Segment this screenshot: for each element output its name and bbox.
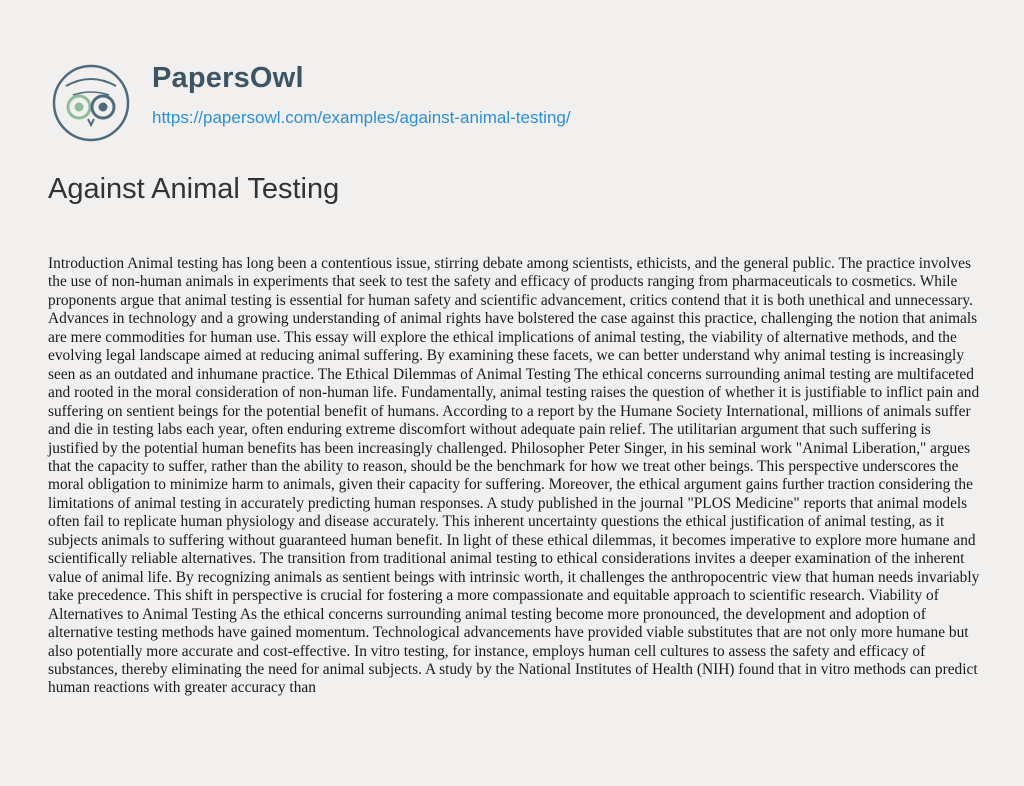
brand-name: PapersOwl xyxy=(152,62,304,94)
essay-body: Introduction Animal testing has long been a contentious issue, stirring debate among scientists, ethicists, and the general public. The practice involves the use of non-human animals in experiments that seek to test the safety and efficacy of products ranging from pharmaceuticals to cosmetics. While proponents argue that animal testing is essential for human safety and scientific advancement, critics contend that it is both unethical and unnecessary. Advances in technology and a growing understanding of animal rights have bolstered the case against this practice, challenging the notion that animals are mere commodities for human use. This essay will explore the ethical implications of animal testing, the viability of alternative methods, and the evolving legal landscape aimed at reducing animal suffering. By examining these facets, we can better understand why animal testing is increasingly seen as an outdated and inhumane practice. The Ethical Dilemmas of Animal Testing The ethical concerns surrounding animal testing are multifaceted and rooted in the moral consideration of non-human life. Fundamentally, animal testing raises the question of whether it is justifiable to inflict pain and suffering on sentient beings for the potential benefit of humans. According to a report by the Humane Society International, millions of animals suffer and die in testing labs each year, often enduring extreme discomfort without adequate pain relief. The utilitarian argument that such suffering is justified by the potential human benefits has been increasingly challenged. Philosopher Peter Singer, in his seminal work "Animal Liberation," argues that the capacity to suffer, rather than the ability to reason, should be the benchmark for how we treat other beings. This perspective underscores the moral obligation to minimize harm to animals, given their capacity for suffering. Moreover, the ethical argument gains further traction considering the limitations of animal testing in accurately predicting human responses. A study published in the journal "PLOS Medicine" reports that animal models often fail to replicate human physiology and disease accurately. This inherent uncertainty questions the ethical justification of animal testing, as it subjects animals to suffering without guaranteed human benefit. In light of these ethical dilemmas, it becomes imperative to explore more humane and scientifically reliable alternatives. The transition from traditional animal testing to ethical considerations invites a deeper examination of the inherent value of animal life. By recognizing animals as sentient beings with intrinsic worth, it challenges the anthropocentric view that human needs invariably take precedence. This shift in perspective is crucial for fostering a more compassionate and equitable approach to scientific research. Viability of Alternatives to Animal Testing As the ethical concerns surrounding animal testing become more pronounced, the development and adoption of alternative testing methods have gained momentum. Technological advancements have provided viable substitutes that are not only more humane but also potentially more accurate and cost-effective. In vitro testing, for instance, employs human cell cultures to assess the safety and efficacy of substances, thereby eliminating the need for animal subjects. A study by the National Institutes of Health (NIH) found that in vitro methods can predict human reactions with greater accuracy than xyxy=(48,255,980,697)
essay-title: Against Animal Testing xyxy=(48,173,340,205)
owl-eyes-icon xyxy=(52,64,130,142)
source-url-link[interactable]: https://papersowl.com/examples/against-animal-testing/ xyxy=(152,108,571,127)
